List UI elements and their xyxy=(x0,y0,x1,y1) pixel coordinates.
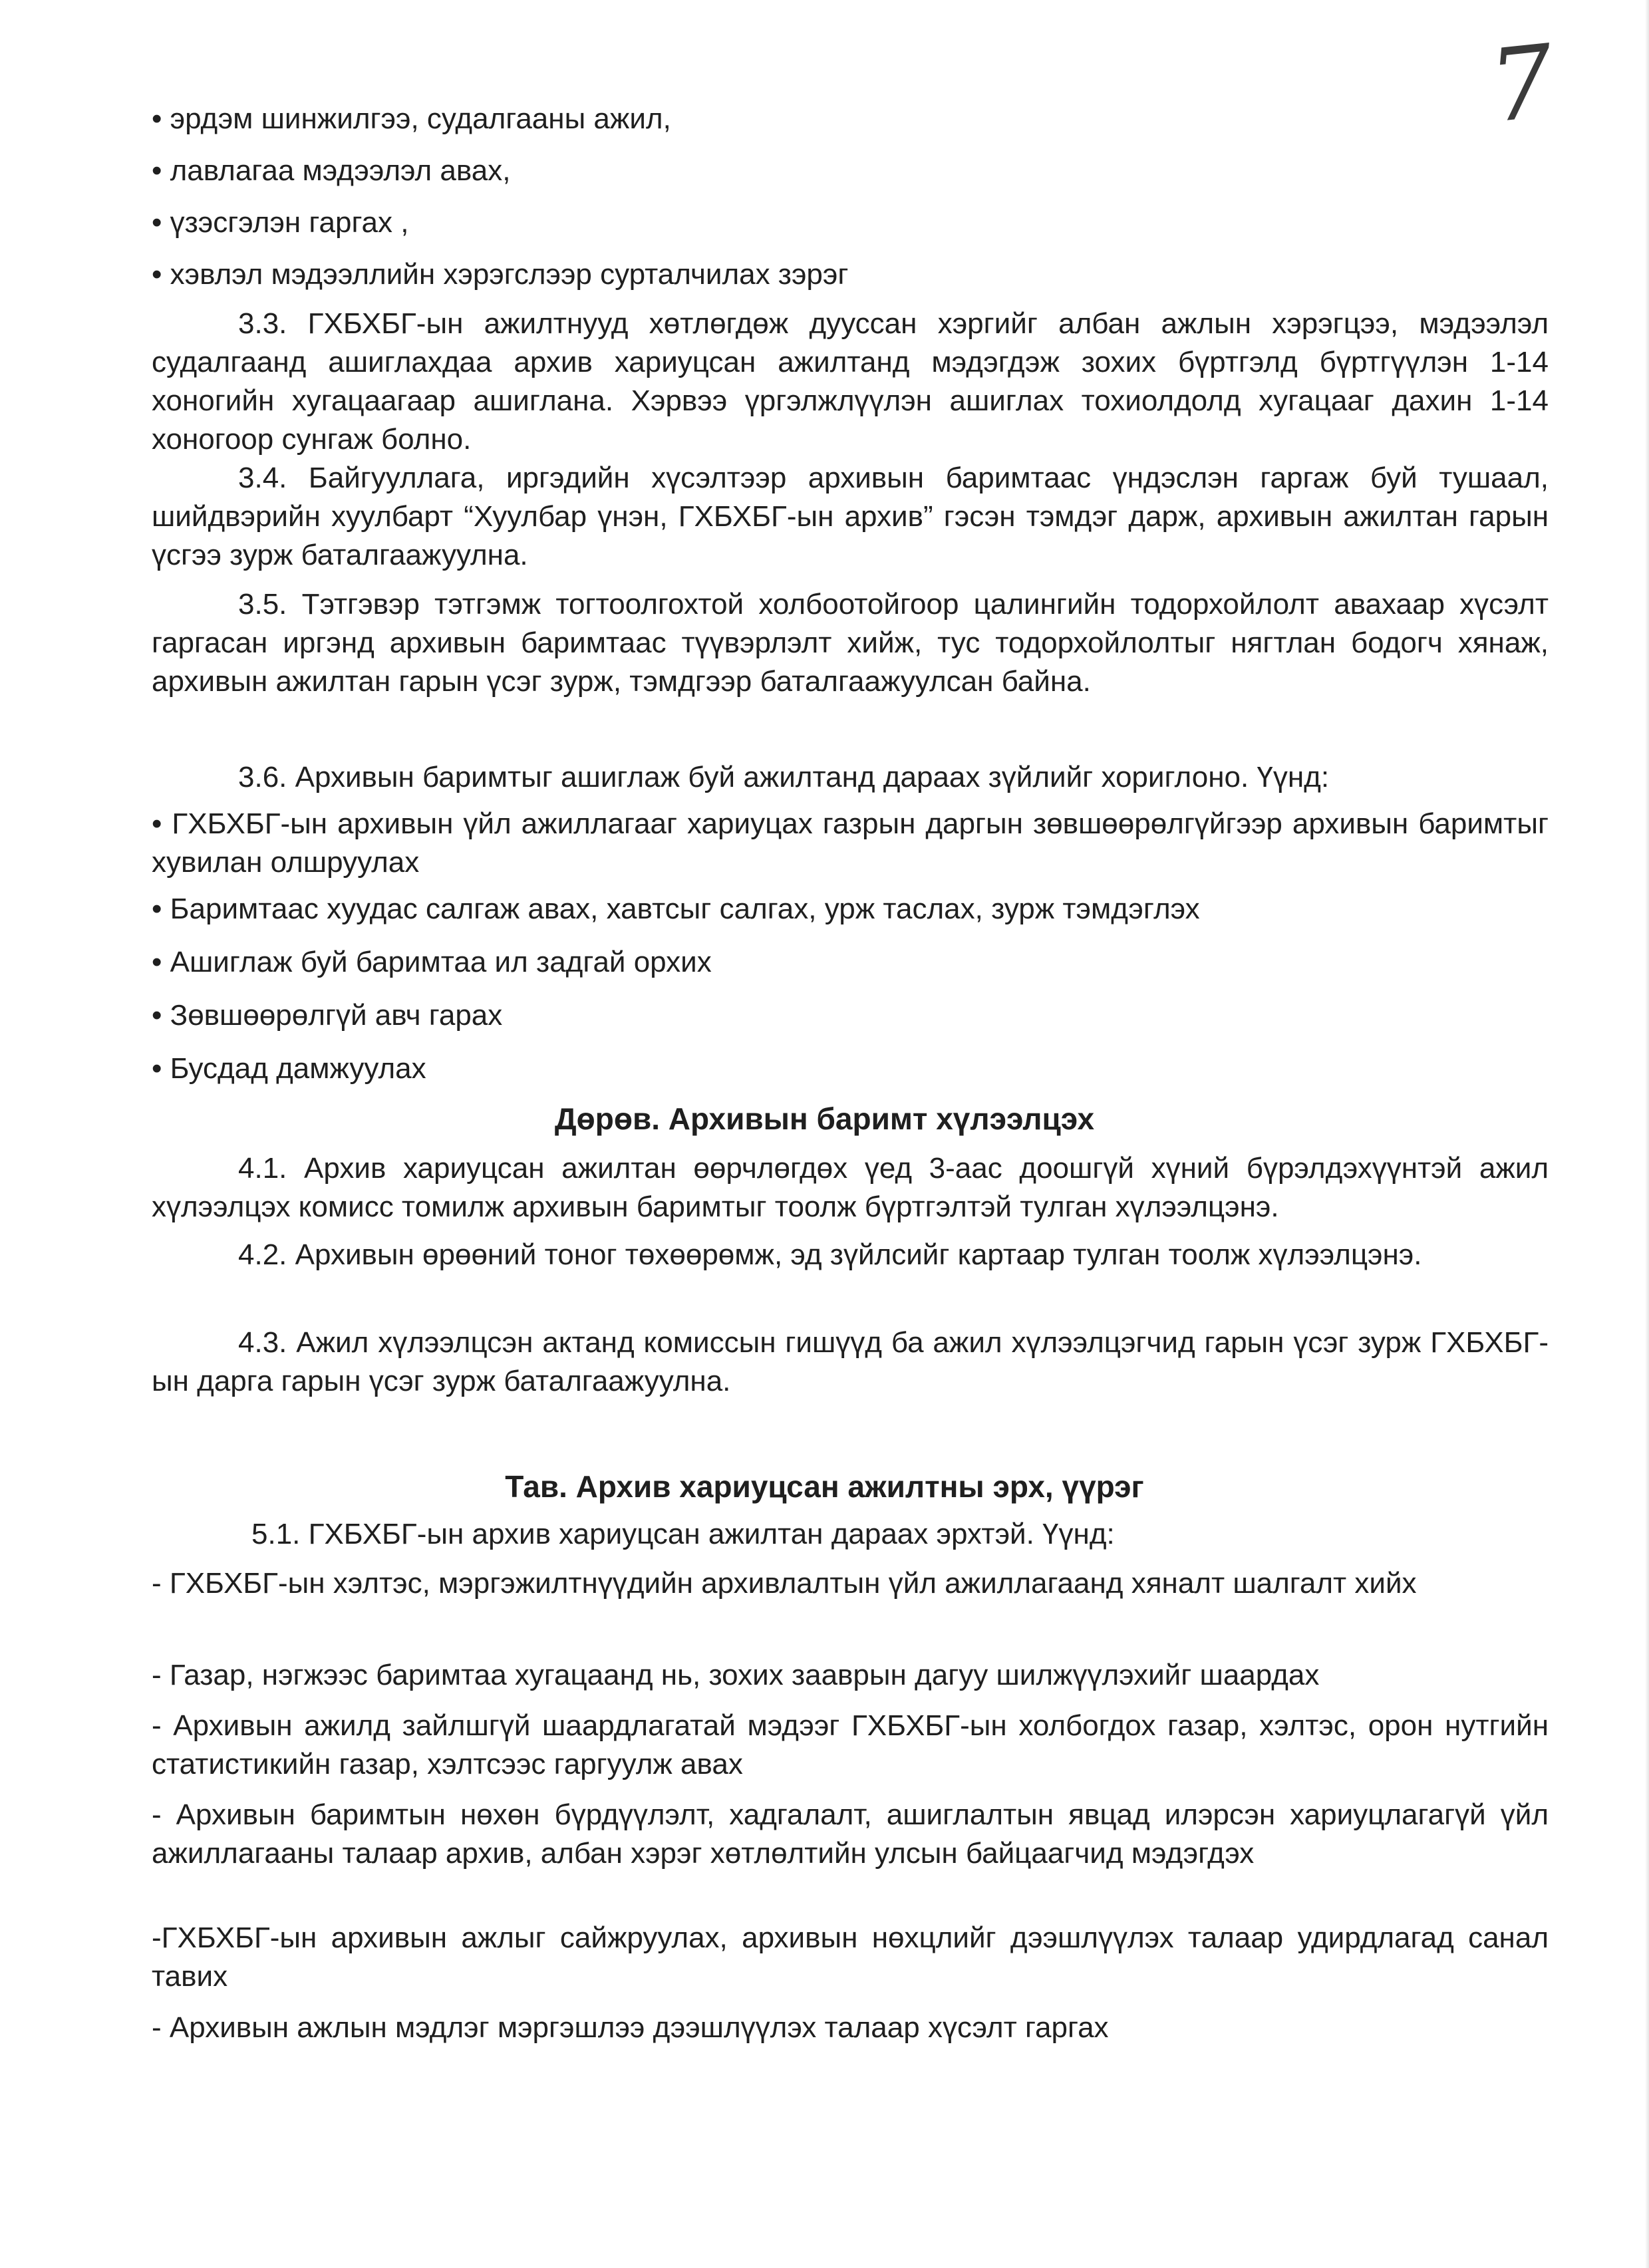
paragraph-5-1: 5.1. ГХБХБГ-ын архив хариуцсан ажилтан дараах эрхтэй. Үүнд: xyxy=(251,1518,1115,1550)
page-number: 7 xyxy=(1484,23,1560,146)
list-item: - Архивын ажилд зайлшгүй шаардлагатай мэдээг ГХБХБГ-ын холбогдох газар, хэлтэс, орон нутгийн статистикийн газар, хэлтсээс гаргуулж авах xyxy=(152,1709,1549,1780)
list-item: • Ашиглаж буй баримтаа ил задгай орхих xyxy=(152,946,712,978)
list-item: • Бусдад дамжуулах xyxy=(152,1052,426,1085)
section-heading-5: Тав. Архив хариуцсан ажилтны эрх, үүрэг xyxy=(505,1469,1144,1504)
paragraph-4-2: 4.2. Архивын өрөөний тоног төхөөрөмж, эд зүйлсийг картаар тулган тоолж хүлээлцэнэ. xyxy=(238,1238,1422,1271)
paragraph-3-4: 3.4. Байгууллага, иргэдийн хүсэлтээр архивын баримтаас үндэслэн гаргаж буй тушаал, шийдвэрийн хуулбарт “Хуулбар үнэн, ГХБХБГ-ын архив” гэсэн тэмдэг дарж, архивын ажилтан гарын үсгээ зурж баталгаажуулна. xyxy=(152,462,1549,571)
paragraph-4-1: 4.1. Архив хариуцсан ажилтан өөрчлөгдөх үед 3-аас доошгүй хүний бүрэлдэхүүнтэй ажил хүлээлцэх комисс томилж архивын баримтыг тоолж бүртгэлтэй тулган хүлээлцэнэ. xyxy=(152,1152,1549,1223)
list-item: -ГХБХБГ-ын архивын ажлыг сайжруулах, архивын нөхцлийг дээшлүүлэх талаар удирдлагад санал тавих xyxy=(152,1921,1549,1993)
paragraph-3-5: 3.5. Тэтгэвэр тэтгэмж тогтоолгохтой холбоотойгоор цалингийн тодорхойлолт авахаар хүсэлт гаргасан иргэнд архивын баримтаас түүвэрлэлт хийж, тус тодорхойлолтыг нягтлан бодогч хянаж, архивын ажилтан гарын үсэг зурж, тэмдгээр баталгаажуулсан байна. xyxy=(152,588,1549,698)
list-item: • ГХБХБГ-ын архивын үйл ажиллагааг хариуцах газрын даргын зөвшөөрөлгүйгээр архивын баримтыг хувилан олшруулах xyxy=(152,807,1549,879)
list-item: • үзэсгэлэн гаргах , xyxy=(152,206,409,239)
paragraph-3-3: 3.3. ГХБХБГ-ын ажилтнууд хөтлөгдөж дууссан хэргийг албан ажлын хэрэгцээ, мэдээлэл судалгаанд ашиглахдаа архив хариуцсан ажилтанд мэдэгдэж зохих бүртгэлд бүртгүүлэн 1-14 хоногийн хугацаагаар ашиглана. Хэрвээ үргэлжлүүлэн ашиглах тохиолдолд хугацааг дахин 1-14 хоногоор сунгаж болно. xyxy=(152,307,1549,456)
scan-edge xyxy=(1645,0,1649,2268)
list-item: • Баримтаас хуудас салгаж авах, хавтсыг салгах, урж таслах, зурж тэмдэглэх xyxy=(152,893,1200,925)
paragraph-3-6: 3.6. Архивын баримтыг ашиглаж буй ажилтанд дараах зүйлийг хориглоно. Үүнд: xyxy=(238,761,1330,793)
list-item: • Зөвшөөрөлгүй авч гарах xyxy=(152,999,503,1032)
list-item: • эрдэм шинжилгээ, судалгааны ажил, xyxy=(152,102,671,135)
list-item: • хэвлэл мэдээллийн хэрэгслээр сурталчилах зэрэг xyxy=(152,258,849,291)
list-item: - Газар, нэгжээс баримтаа хугацаанд нь, зохих зааврын дагуу шилжүүлэхийг шаардах xyxy=(152,1659,1320,1691)
list-item: - Архивын ажлын мэдлэг мэргэшлээ дээшлүүлэх талаар хүсэлт гаргах xyxy=(152,2011,1109,2044)
list-item: • лавлагаа мэдээлэл авах, xyxy=(152,154,511,187)
section-heading-4: Дөрөв. Архивын баримт хүлээлцэх xyxy=(554,1101,1095,1136)
paragraph-4-3: 4.3. Ажил хүлээлцсэн актанд комиссын гишүүд ба ажил хүлээлцэгчид гарын үсэг зурж ГХБХБГ-ын дарга гарын үсэг зурж баталгаажуулна. xyxy=(152,1326,1549,1397)
list-item: - ГХБХБГ-ын хэлтэс, мэргэжилтнүүдийн архивлалтын үйл ажиллагаанд хяналт шалгалт хийх xyxy=(152,1567,1417,1600)
list-item: - Архивын баримтын нөхөн бүрдүүлэлт, хадгалалт, ашиглалтын явцад илэрсэн хариуцлагагүй үйл ажиллагааны талаар архив, албан хэрэг хөтлөлтийн улсын байцаагчид мэдэгдэх xyxy=(152,1798,1549,1870)
